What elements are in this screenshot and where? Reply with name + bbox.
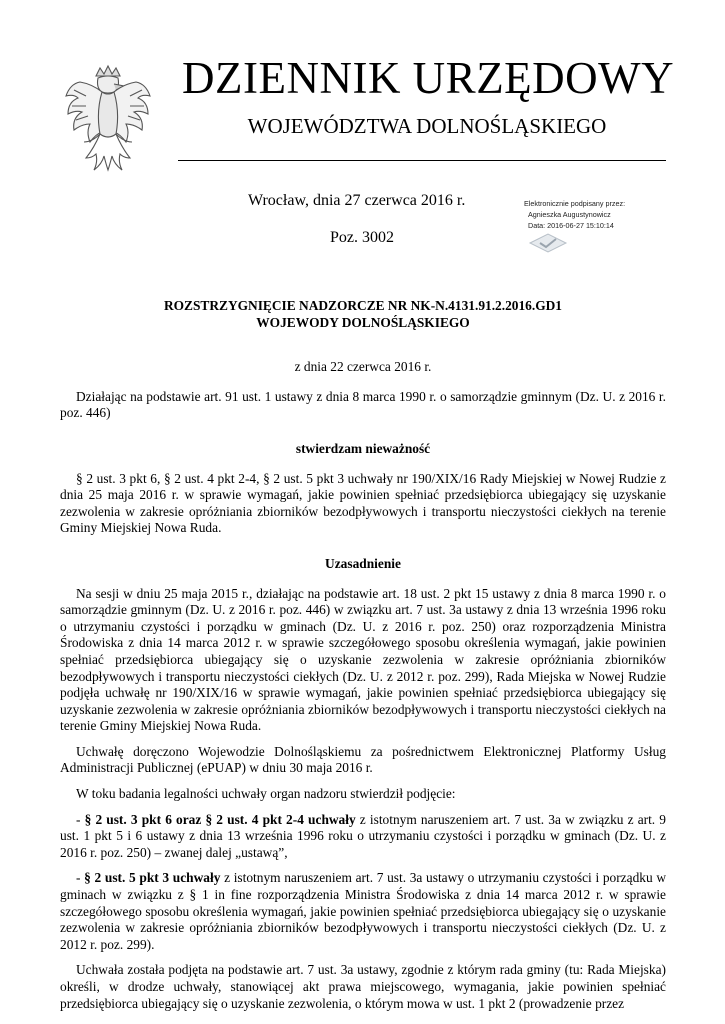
document-title-line2: WOJEWODY DOLNOŚLĄSKIEGO [256,314,470,330]
decision-heading: stwierdzam nieważność [295,440,431,456]
list-item-2-text: z istotnym naruszeniem art. 7 ust. 3a ustawy o utrzymaniu czystości i porządku w gminach w związku z § 1 in fine rozporządzenia Ministra Środowiska z dnia 14 marca 2012 r. w sprawie szczegółowego sposobu określenia wymagań, jakie powinien spełniać przedsiębiorca ubiegający się o uzyskanie zezwolenia w zakresie opróżniania zbiorników bezodpływowych i transportu nieczystości ciekłych (Dz. U. z 2012 r. poz. 299). [60,870,666,952]
list-item-1 [60,812,666,862]
justification-paragraph-3: W toku badania legalności uchwały organ nadzoru stwierdził podjęcie: [76,786,456,802]
document-date: z dnia 22 czerwca 2016 r. [294,359,432,375]
issue-date: Wrocław, dnia 27 czerwca 2016 r. [248,192,466,209]
list-item-1-dash: - [76,811,85,827]
signature-date: Data: 2016-06-27 15:10:14 [528,221,614,230]
polish-eagle-emblem-icon [62,62,154,174]
position-number: Poz. 3002 [330,229,394,246]
justification-paragraph-1: Na sesji w dniu 25 maja 2015 r., działając na podstawie art. 18 ust. 2 pkt 15 ustawy z dnia 8 marca 1990 r. o samorządzie gminnym (Dz. U. z 2016 r. poz. 446) w związku art. 7 ust. 3a ustawy z dnia 13 września 1996 roku o utrzymaniu czystości i porządku w gminach (Dz. U. z 2016 r. poz. 250) oraz rozporządzenia Ministra Środowiska z dnia 14 marca 2012 r. w sprawie szczegółowego sposobu określenia wymagań, jakie powinien spełniać przedsiębiorca ubiegający się o uzyskanie zezwolenia w zakresie opróżniania zbiorników bezodpływowych i transportu nieczystości ciekłych (Dz. U. z 2012 r. poz. 299), Rada Miejska w Nowej Rudzie podjęła uchwałę nr 190/XIX/16 w sprawie wymagań, jakie powinien spełniać przedsiębiorca ubiegający się uzyskanie zezwolenia w zakresie opróżniania zbiorników bezodpływowych i transportu nieczystości ciekłych na terenie Gminy Miejskiej Nowa Ruda. [60,585,666,734]
justification-paragraph-2: Uchwałę doręczono Wojewodzie Dolnośląskiemu za pośrednictwem Elektronicznej Platformy Usług Administracji Publicznej (ePUAP) w dniu 30 maja 2016 r. [60,743,666,776]
list-item-2-bold: § 2 ust. 5 pkt 3 uchwały [84,870,221,886]
masthead-title: DZIENNIK URZĘDOWY [182,53,675,103]
header-divider [178,160,666,161]
signature-label: Elektronicznie podpisany przez: [524,199,626,208]
list-item-1-bold: § 2 ust. 3 pkt 6 oraz § 2 ust. 4 pkt 2-4 uchwały [84,811,356,827]
document-body [60,298,666,1012]
justification-heading: Uzasadnienie [325,555,401,571]
signature-check-icon [528,232,568,254]
list-item-2 [60,870,666,953]
masthead-subtitle: WOJEWÓDZTWA DOLNOŚLĄSKIEGO [247,114,607,138]
document-title-line1: ROZSTRZYGNIĘCIE NADZORCZE NR NK-N.4131.91.2.2016.GD1 [163,298,563,313]
signer-name: Agnieszka Augustynowicz [528,210,611,219]
decision-paragraph: § 2 ust. 3 pkt 6, § 2 ust. 4 pkt 2-4, § 2 ust. 5 pkt 3 uchwały nr 190/XIX/16 Rady Miejskiej w Nowej Rudzie z dnia 25 maja 2016 r. w sprawie wymagań, jakie powinien spełniać przedsiębiorca ubiegający się uzyskanie zezwolenia w zakresie opróżniania zbiorników bezodpływowych i transportu nieczystości ciekłych na terenie Gminy Miejskiej Nowa Ruda. [60,470,666,536]
justification-paragraph-4: Uchwała została podjęta na podstawie art. 7 ust. 3a ustawy, zgodnie z którym rada gminy (tu: Rada Miejska) określi, w drodze uchwały, stanowiącej akt prawa miejscowego, wymagania, jakie powinien spełniać przedsiębiorca ubiegający się o uzyskanie zezwolenia, o którym mowa w ust. 1 pkt 2 (prowadzenie przez [60,962,666,1011]
list-item-1-text: z istotnym naruszeniem art. 7 ust. 3a w związku z art. 9 ust. 1 pkt 5 i 6 ustawy z dnia 13 września 1996 roku o utrzymaniu czystości i porządku w gminach (Dz. U. z 2016 r. poz. 250) – zwanej dalej „ustawą”, [60,811,666,860]
list-item-2-dash: - [76,870,85,886]
legal-basis-paragraph: Działając na podstawie art. 91 ust. 1 ustawy z dnia 8 marca 1990 r. o samorządzie gminnym (Dz. U. z 2016 r. poz. 446) [60,388,666,421]
